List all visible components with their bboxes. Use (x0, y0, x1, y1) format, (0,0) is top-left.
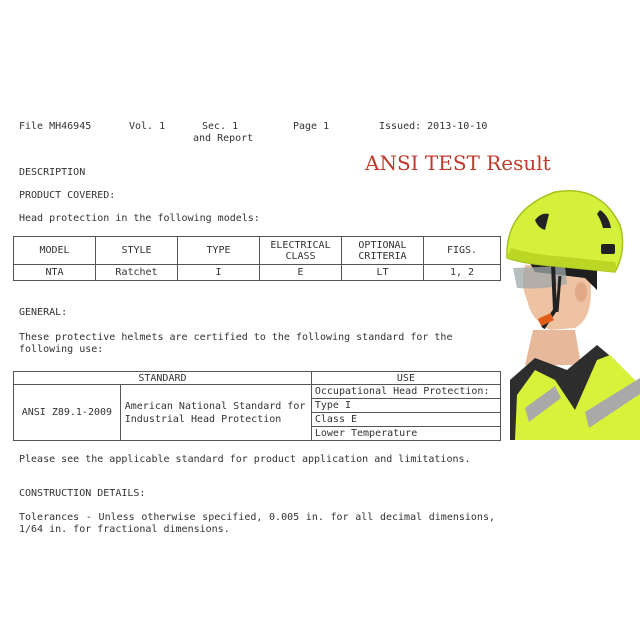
helmet-worker-photo (505, 180, 640, 440)
header-model: MODEL (14, 237, 96, 265)
header-use: USE (311, 372, 500, 385)
section-and-report: and Report (193, 133, 254, 144)
header-electrical-class: ELECTRICAL CLASS (260, 237, 342, 265)
use-lower-temperature: Lower Temperature (311, 427, 500, 441)
volume: Vol. 1 (129, 121, 166, 132)
header-figs: FIGS. (424, 237, 501, 265)
header-style: STYLE (96, 237, 178, 265)
use-class: Class E (311, 413, 500, 427)
cell-model: NTA (14, 265, 96, 281)
page-number: Page 1 (293, 121, 330, 132)
header-type: TYPE (178, 237, 260, 265)
models-table-header (14, 237, 501, 265)
worker-ear (575, 282, 587, 302)
tolerances-text: Tolerances - Unless otherwise specified, 0.005 in. for all decimal dimensions, 1/64 in. for fractional dimensions. (19, 512, 495, 535)
use-occupational: Occupational Head Protection: (311, 385, 500, 399)
general-text: These protective helmets are certified to the following standard for the following use: (19, 332, 453, 355)
header-standard: STANDARD (14, 372, 312, 385)
see-standard-note: Please see the applicable standard for product application and limitations. (19, 454, 471, 465)
page-title: ANSI TEST Result (365, 151, 551, 175)
cell-electrical-class: E (260, 265, 342, 281)
cell-figs: 1, 2 (424, 265, 501, 281)
standard-table-header (14, 372, 501, 385)
models-intro: Head protection in the following models: (19, 213, 260, 224)
helmet-side-clip (601, 244, 615, 254)
standard-table (13, 371, 501, 441)
construction-heading: CONSTRUCTION DETAILS: (19, 488, 146, 499)
table-row (14, 385, 501, 399)
models-table (13, 236, 501, 281)
description-heading: DESCRIPTION (19, 167, 86, 178)
cell-optional-criteria: LT (342, 265, 424, 281)
standard-name: ANSI Z89.1-2009 (14, 385, 121, 441)
file-number: File MH46945 (19, 121, 92, 132)
cell-type: I (178, 265, 260, 281)
header-optional-criteria: OPTIONAL CRITERIA (342, 237, 424, 265)
general-heading: GENERAL: (19, 307, 68, 318)
product-covered-heading: PRODUCT COVERED: (19, 190, 116, 201)
standard-description: American National Standard for Industrial Head Protection (120, 385, 311, 441)
section: Sec. 1 (202, 121, 239, 132)
cell-style: Ratchet (96, 265, 178, 281)
table-row (14, 265, 501, 281)
use-type: Type I (311, 399, 500, 413)
issued-date: Issued: 2013-10-10 (379, 121, 488, 132)
